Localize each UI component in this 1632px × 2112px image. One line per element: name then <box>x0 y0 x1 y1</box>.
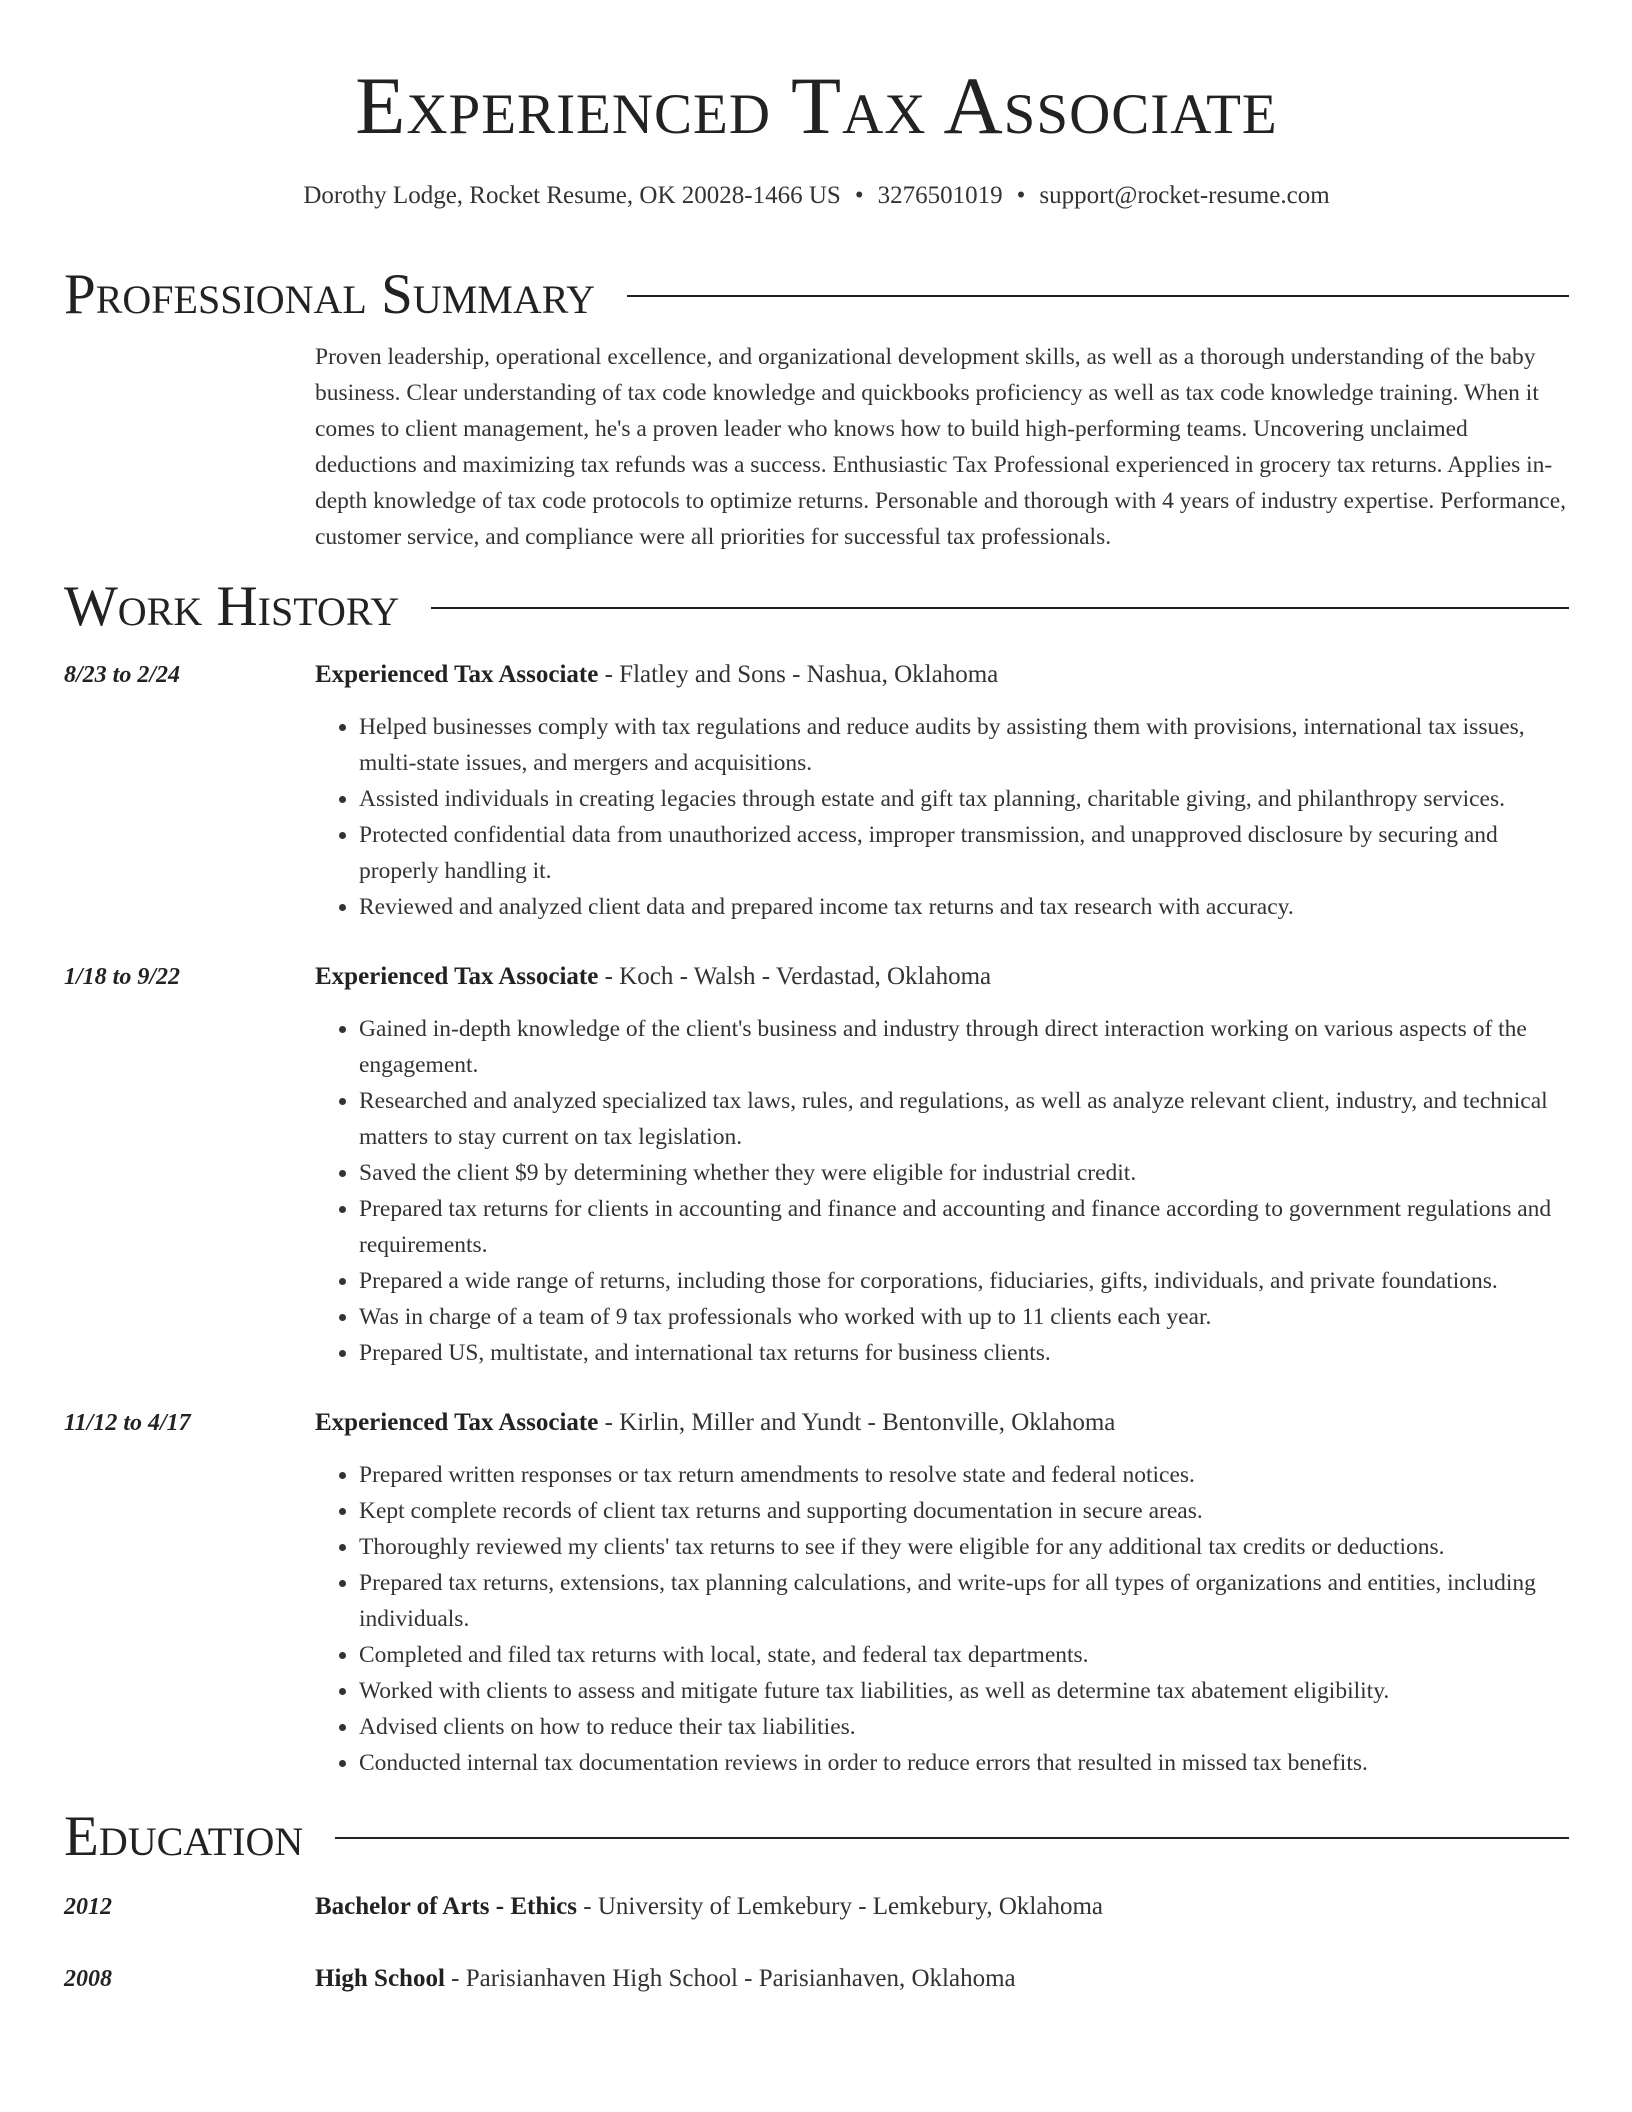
job-bullet: • Was in charge of a team of 9 tax professionals who worked with up to 11 clients each year. <box>359 1299 1569 1335</box>
section-header-education <box>64 1805 1569 1869</box>
job-bullet: • Gained in-depth knowledge of the client's business and industry through direct interaction working on various aspects of the engagement. <box>359 1011 1569 1083</box>
education-details: - Parisianhaven High School - Parisianhaven, Oklahoma <box>444 1965 1016 1992</box>
job-details: - Flatley and Sons - Nashua, Oklahoma <box>598 661 999 688</box>
section-title-education: Education <box>64 1805 304 1868</box>
job-bullet: • Prepared written responses or tax return amendments to resolve state and federal notices. <box>359 1457 1569 1493</box>
job-bullet: • Reviewed and analyzed client data and prepared income tax returns and tax research with accuracy. <box>359 889 1569 925</box>
job-role: Experienced Tax Associate <box>315 963 599 990</box>
job-bullet: • Completed and filed tax returns with local, state, and federal tax departments. <box>359 1637 1569 1673</box>
education-entry <box>64 1889 1569 1925</box>
job-details: - Koch - Walsh - Verdastad, Oklahoma <box>598 963 992 990</box>
contact-address: Dorothy Lodge, Rocket Resume, OK 20028-1466 US <box>303 182 841 209</box>
job-title-line <box>315 657 1569 693</box>
section-title-work-history: Work History <box>64 575 400 638</box>
section-header-summary <box>64 263 1569 327</box>
job-bullet-list <box>315 1457 1569 1781</box>
education-entry <box>64 1961 1569 1997</box>
job-entry <box>64 657 1569 925</box>
job-body <box>315 959 1569 1371</box>
job-bullet: • Protected confidential data from unauthorized access, improper transmission, and unapproved disclosure by securing and properly handling it. <box>359 817 1569 889</box>
contact-separator: • <box>854 182 864 209</box>
job-bullet: • Helped businesses comply with tax regulations and reduce audits by assisting them with provisions, international tax issues, multi-state issues, and mergers and acquisitions. <box>359 709 1569 781</box>
section-title-summary: Professional Summary <box>64 263 596 326</box>
job-dates: 11/12 to 4/17 <box>64 1410 191 1436</box>
job-bullet: • Advised clients on how to reduce their tax liabilities. <box>359 1709 1569 1745</box>
job-role: Experienced Tax Associate <box>315 661 599 688</box>
job-bullet: • Conducted internal tax documentation reviews in order to reduce errors that resulted in missed tax benefits. <box>359 1745 1569 1781</box>
job-body <box>315 1405 1569 1781</box>
education-body <box>315 1889 1569 1925</box>
job-bullet: • Worked with clients to assess and mitigate future tax liabilities, as well as determine tax abatement eligibility. <box>359 1673 1569 1709</box>
job-bullet: • Kept complete records of client tax returns and supporting documentation in secure areas. <box>359 1493 1569 1529</box>
education-degree: High School <box>315 1965 445 1992</box>
education-year: 2008 <box>64 1966 112 1992</box>
summary-paragraph: Proven leadership, operational excellence, and organizational development skills, as well as a thorough understanding of the baby business. Clear understanding of tax code knowledge and quickbooks proficiency as well as tax code knowledge training. When it comes to client management, he's a proven leader who knows how to build high-performing teams. Uncovering unclaimed deductions and maximizing tax refunds was a success. Enthusiastic Tax Professional experienced in grocery tax returns. Applies in-depth knowledge of tax code protocols to optimize returns. Personable and thorough with 4 years of industry expertise. Performance, customer service, and compliance were all priorities for successful tax professionals. <box>315 344 1567 550</box>
job-bullet: • Saved the client $9 by determining whether they were eligible for industrial credit. <box>359 1155 1569 1191</box>
job-role: Experienced Tax Associate <box>315 1409 599 1436</box>
education-title-line <box>315 1889 1569 1925</box>
job-title-line <box>315 959 1569 995</box>
job-bullet: • Researched and analyzed specialized tax laws, rules, and regulations, as well as analyze relevant client, industry, and technical matters to stay current on tax legislation. <box>359 1083 1569 1155</box>
section-divider <box>627 295 1569 297</box>
job-dates: 8/23 to 2/24 <box>64 662 181 688</box>
job-entry <box>64 959 1569 1371</box>
education-title-line <box>315 1961 1569 1997</box>
job-bullet: • Prepared a wide range of returns, including those for corporations, fiduciaries, gifts, individuals, and private foundations. <box>359 1263 1569 1299</box>
job-bullet: • Prepared US, multistate, and international tax returns for business clients. <box>359 1335 1569 1371</box>
job-bullet-list <box>315 709 1569 925</box>
job-body <box>315 657 1569 925</box>
resume-name-title: Experienced Tax Associate <box>355 60 1278 151</box>
job-entry <box>64 1405 1569 1781</box>
job-dates: 1/18 to 9/22 <box>64 964 181 990</box>
job-bullet: • Assisted individuals in creating legacies through estate and gift tax planning, charitable giving, and philanthropy services. <box>359 781 1569 817</box>
contact-line <box>64 181 1569 211</box>
contact-phone: 3276501019 <box>877 182 1003 209</box>
job-details: - Kirlin, Miller and Yundt - Bentonville, Oklahoma <box>598 1409 1116 1436</box>
section-header-work-history <box>64 575 1569 639</box>
contact-email: support@rocket-resume.com <box>1039 182 1330 209</box>
education-details: - University of Lemkebury - Lemkebury, Oklahoma <box>577 1893 1104 1920</box>
education-year: 2012 <box>64 1894 112 1920</box>
section-divider <box>431 607 1569 609</box>
education-degree: Bachelor of Arts - Ethics <box>315 1893 578 1920</box>
job-bullet: • Prepared tax returns, extensions, tax planning calculations, and write-ups for all types of organizations and entities, including individuals. <box>359 1565 1569 1637</box>
job-bullet: • Prepared tax returns for clients in accounting and finance and accounting and finance according to government regulations and requirements. <box>359 1191 1569 1263</box>
job-title-line <box>315 1405 1569 1441</box>
job-bullet: • Thoroughly reviewed my clients' tax returns to see if they were eligible for any additional tax credits or deductions. <box>359 1529 1569 1565</box>
section-divider <box>335 1837 1569 1839</box>
education-body <box>315 1961 1569 1997</box>
contact-separator: • <box>1016 182 1026 209</box>
job-bullet-list <box>315 1011 1569 1371</box>
